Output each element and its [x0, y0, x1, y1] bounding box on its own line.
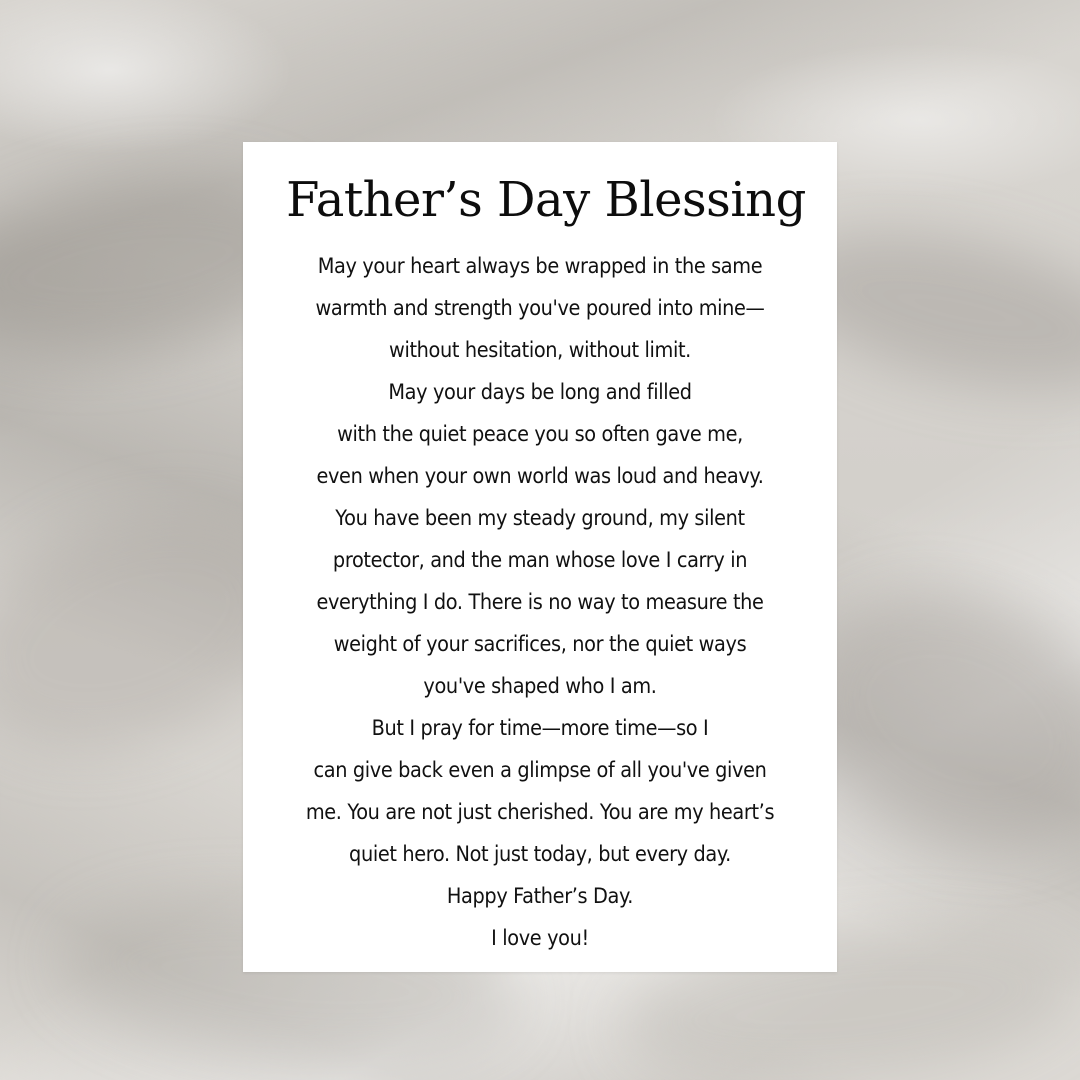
blessing-line: you've shaped who I am.: [423, 674, 657, 698]
blessing-line: Happy Father’s Day.: [446, 884, 634, 908]
blessing-line: can give back even a glimpse of all you've given: [313, 758, 767, 782]
blessing-line: You have been my steady ground, my silent: [335, 506, 745, 530]
blessing-line: protector, and the man whose love I carry in: [332, 548, 748, 572]
blessing-line: May your days be long and filled: [388, 380, 692, 404]
blessing-line: with the quiet peace you so often gave me,: [337, 422, 743, 446]
blessing-card: [243, 142, 837, 972]
blessing-line: But I pray for time—more time—so I: [371, 716, 709, 740]
blessing-line: May your heart always be wrapped in the same: [317, 254, 763, 278]
blessing-line: everything I do. There is no way to measure the: [316, 590, 764, 614]
blessing-line: me. You are not just cherished. You are my heart’s: [305, 800, 775, 824]
blessing-line: I love you!: [491, 926, 589, 950]
blessing-line: even when your own world was loud and heavy.: [316, 464, 764, 488]
blessing-line: quiet hero. Not just today, but every day.: [349, 842, 731, 866]
card-title: Father’s Day Blessing: [286, 172, 806, 228]
blessing-line: weight of your sacrifices, nor the quiet ways: [333, 632, 747, 656]
blessing-text: [243, 245, 837, 959]
blessing-line: warmth and strength you've poured into mine—: [315, 296, 765, 320]
blessing-line: without hesitation, without limit.: [389, 338, 691, 362]
